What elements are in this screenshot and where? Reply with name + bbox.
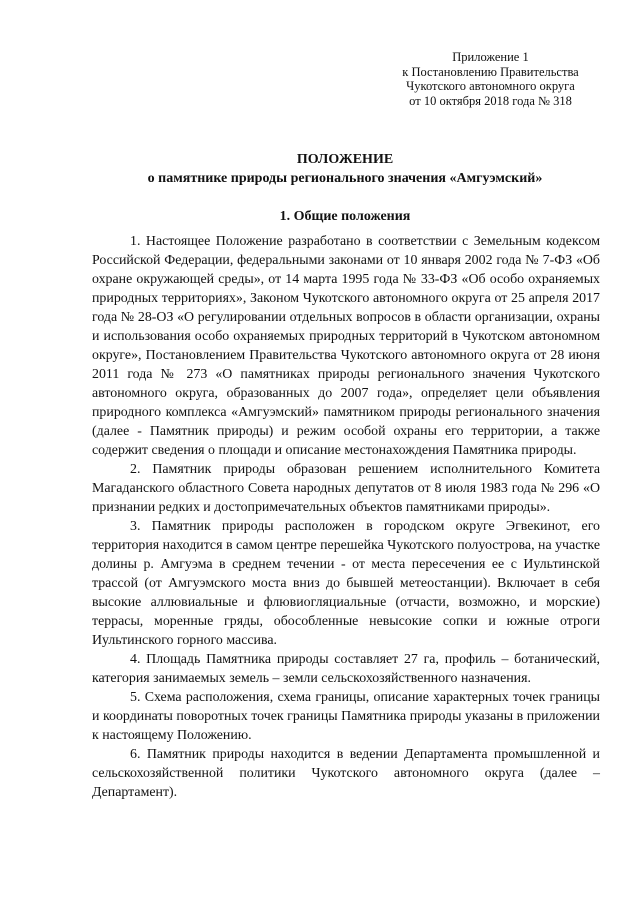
paragraph-4: 4. Площадь Памятника природы составляет 27 га, профиль – ботанический, категория занимаемых земель – земли сельскохозяйственного назначения. <box>92 652 600 686</box>
document-subtitle: о памятнике природы регионального значения «Амгуэмский» <box>147 171 543 186</box>
appendix-line-4: от 10 октября 2018 года № 318 <box>409 93 572 108</box>
paragraph-5: 5. Схема расположения, схема границы, описание характерных точек границы и координаты поворотных точек границы Памятника природы указаны в приложении к настоящему Положению. <box>92 690 600 743</box>
appendix-line-1: Приложение 1 <box>452 50 529 64</box>
appendix-header <box>388 50 593 108</box>
section-heading: 1. Общие положения <box>279 209 411 224</box>
document-title: ПОЛОЖЕНИЕ <box>296 152 394 167</box>
paragraph-1: 1. Настоящее Положение разработано в соответствии с Земельным кодексом Российской Федерации, федеральными законами от 10 января 2002 года № 7-ФЗ «Об охране окружающей среды», от 14 марта 1995 года № 33-ФЗ «Об особо охраняемых природных территориях», Законом Чукотского автономного округа от 25 апреля 2017 года № 28-ОЗ «О регулировании отдельных вопросов в области организации, охраны и использования особо охраняемых природных территорий в Чукотском автономном округе», Постановлением Правительства Чукотского автономного округа от 28 июня 2011 года № 273 «О памятниках природы регионального значения Чукотского автономного округа, образованных до 2007 года», определяет цели объявления природного комплекса «Амгуэмский» памятником природы регионального значения (далее - Памятник природы) и режим особой охраны его территории, а также содержит сведения о площади и описание местонахождения Памятника природы. <box>92 234 600 458</box>
appendix-line-3: Чукотского автономного округа <box>406 79 575 94</box>
paragraph-2: 2. Памятник природы образован решением исполнительного Комитета Магаданского областного Совета народных депутатов от 8 июля 1983 года № 296 «О признании редких и достопримечательных объектов памятниками природы». <box>92 462 600 515</box>
paragraph-3: 3. Памятник природы расположен в городском округе Эгвекинот, его территория находится в самом центре перешейка Чукотского полуострова, на участке долины р. Амгуэма в среднем течении - от места пересечения ее с Иультинской трассой (от Амгуэмского моста вниз до бывшей метеостанции). Включает в себя высокие аллювиальные и флювиогляциальные (отчасти, возможно, и морские) террасы, моренные гряды, обособленные невысокие сопки и южные отроги Иультинского горного массива. <box>92 519 600 648</box>
document-body <box>92 232 600 802</box>
paragraph-6: 6. Памятник природы находится в ведении Департамента промышленной и сельскохозяйственной политики Чукотского автономного округа (далее – Департамент). <box>92 747 600 800</box>
appendix-line-2: к Постановлению Правительства <box>402 64 579 79</box>
